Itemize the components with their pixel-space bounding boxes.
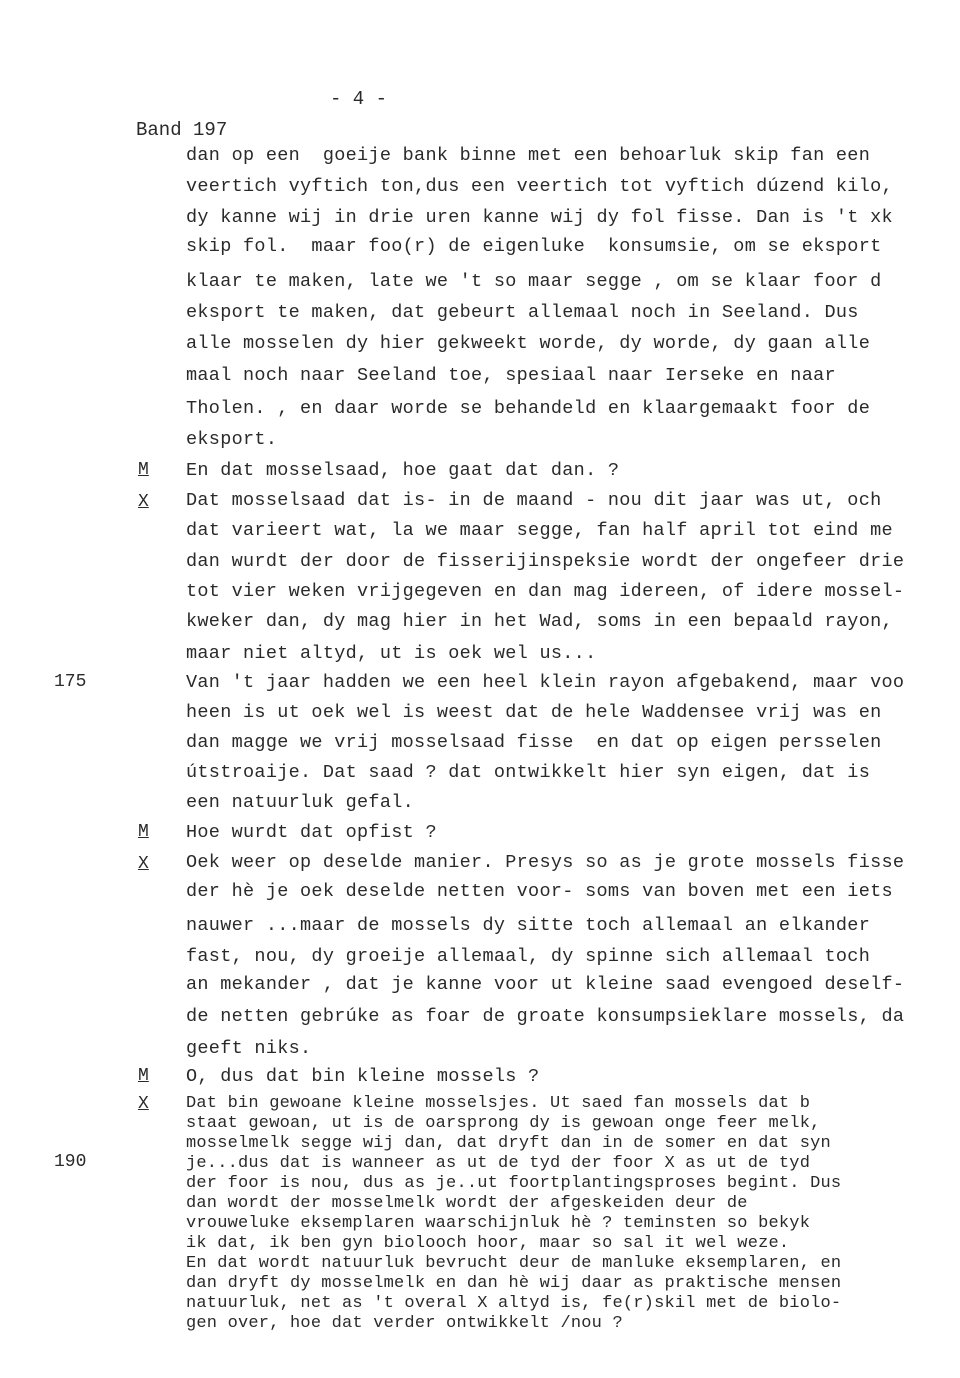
transcript-line: Tholen. , en daar worde se behandeld en klaargemaakt foor de bbox=[186, 398, 871, 419]
transcript-line: vrouweluke eksemplaren waarschijnluk hè ? teminsten so bekyk bbox=[186, 1214, 811, 1233]
margin-line-number: 175 bbox=[54, 672, 87, 692]
speaker-marker: X bbox=[138, 854, 149, 874]
transcript-line: klaar te maken, late we 't so maar segge , om se klaar foor d bbox=[186, 271, 882, 292]
transcript-line: veertich vyftich ton,dus een veertich tot vyftich dúzend kilo, bbox=[186, 176, 893, 197]
speaker-marker: X bbox=[138, 492, 149, 512]
transcript-line: dan magge we vrij mosselsaad fisse en dat op eigen persselen bbox=[186, 732, 882, 753]
transcript-line: een natuurluk gefal. bbox=[186, 792, 415, 813]
speaker-marker: M bbox=[138, 1066, 149, 1086]
transcript-line: mosselmelk segge wij dan, dat dryft dan in de somer en dat syn bbox=[186, 1134, 831, 1153]
page-number: - 4 - bbox=[330, 88, 388, 110]
transcript-line: kweker dan, dy mag hier in het Wad, soms in een bepaald rayon, bbox=[186, 611, 893, 632]
transcript-line: maar niet altyd, ut is oek wel us... bbox=[186, 643, 597, 664]
transcript-line: gen over, hoe dat verder ontwikkelt /nou ? bbox=[186, 1314, 623, 1333]
transcript-line: útstroaije. Dat saad ? dat ontwikkelt hier syn eigen, dat is bbox=[186, 762, 871, 783]
transcript-line: Dat bin gewoane kleine mosselsjes. Ut saed fan mossels dat b bbox=[186, 1094, 811, 1113]
transcript-line: dy kanne wij in drie uren kanne wij dy fol fisse. Dan is 't xk bbox=[186, 207, 893, 228]
transcript-line: ik dat, ik ben gyn biolooch hoor, maar so sal it wel weze. bbox=[186, 1234, 790, 1253]
transcript-line: En dat mosselsaad, hoe gaat dat dan. ? bbox=[186, 460, 620, 481]
transcript-line: Dat mosselsaad dat is- in de maand - nou dit jaar was ut, och bbox=[186, 490, 882, 511]
transcript-line: eksport. bbox=[186, 429, 278, 450]
transcript-line: dan op een goeije bank binne met een behoarluk skip fan een bbox=[186, 145, 871, 166]
transcript-line: der foor is nou, dus as je..ut foortplantingsproses begint. Dus bbox=[186, 1174, 842, 1193]
transcript-line: staat gewoan, ut is de oarsprong dy is gewoan onge feer melk, bbox=[186, 1114, 821, 1133]
speaker-marker: X bbox=[138, 1094, 149, 1114]
transcript-line: Oek weer op deselde manier. Presys so as je grote mossels fisse bbox=[186, 852, 905, 873]
transcript-line: alle mosselen dy hier gekweekt worde, dy worde, dy gaan alle bbox=[186, 333, 871, 354]
transcript-line: dan wordt der mosselmelk wordt der afgeskeiden deur de bbox=[186, 1194, 748, 1213]
transcript-line: skip fol. maar foo(r) de eigenluke konsumsie, om se eksport bbox=[186, 236, 882, 257]
transcript-line: dat varieert wat, la we maar segge, fan half april tot eind me bbox=[186, 520, 893, 541]
transcript-line: Van 't jaar hadden we een heel klein rayon afgebakend, maar voo bbox=[186, 672, 905, 693]
transcript-line: geeft niks. bbox=[186, 1038, 312, 1059]
transcript-line: dan dryft dy mosselmelk en dan hè wij daar as praktische mensen bbox=[186, 1274, 842, 1293]
transcript-line: Hoe wurdt dat opfist ? bbox=[186, 822, 437, 843]
margin-line-number: 190 bbox=[54, 1152, 87, 1172]
transcript-line: maal noch naar Seeland toe, spesiaal naar Ierseke en naar bbox=[186, 365, 836, 386]
transcript-line: heen is ut oek wel is weest dat de hele Waddensee vrij was en bbox=[186, 702, 882, 723]
transcript-line: eksport te maken, dat gebeurt allemaal noch in Seeland. Dus bbox=[186, 302, 859, 323]
transcript-line: de netten gebrúke as foar de groate konsumpsieklare mossels, da bbox=[186, 1006, 905, 1027]
transcript-line: an mekander , dat je kanne voor ut kleine saad evengoed deself- bbox=[186, 974, 905, 995]
transcript-line: fast, nou, dy groeije allemaal, dy spinne sich allemaal toch bbox=[186, 946, 871, 967]
speaker-marker: M bbox=[138, 460, 149, 480]
transcript-line: der hè je oek deselde netten voor- soms van boven met een iets bbox=[186, 881, 893, 902]
transcript-line: nauwer ...maar de mossels dy sitte toch allemaal an elkander bbox=[186, 915, 871, 936]
transcript-line: tot vier weken vrijgegeven en dan mag idereen, of idere mossel- bbox=[186, 581, 905, 602]
transcript-line: je...dus dat is wanneer as ut de tyd der foor X as ut de tyd bbox=[186, 1154, 811, 1173]
transcript-line: En dat wordt natuurluk bevrucht deur de manluke eksemplaren, en bbox=[186, 1254, 842, 1273]
band-label: Band 197 bbox=[136, 119, 228, 141]
transcript-line: dan wurdt der door de fisserijinspeksie wordt der ongefeer drie bbox=[186, 551, 905, 572]
speaker-marker: M bbox=[138, 822, 149, 842]
transcript-line: natuurluk, net as 't overal X altyd is, fe(r)skil met de biolo- bbox=[186, 1294, 842, 1313]
transcript-line: O, dus dat bin kleine mossels ? bbox=[186, 1066, 540, 1087]
